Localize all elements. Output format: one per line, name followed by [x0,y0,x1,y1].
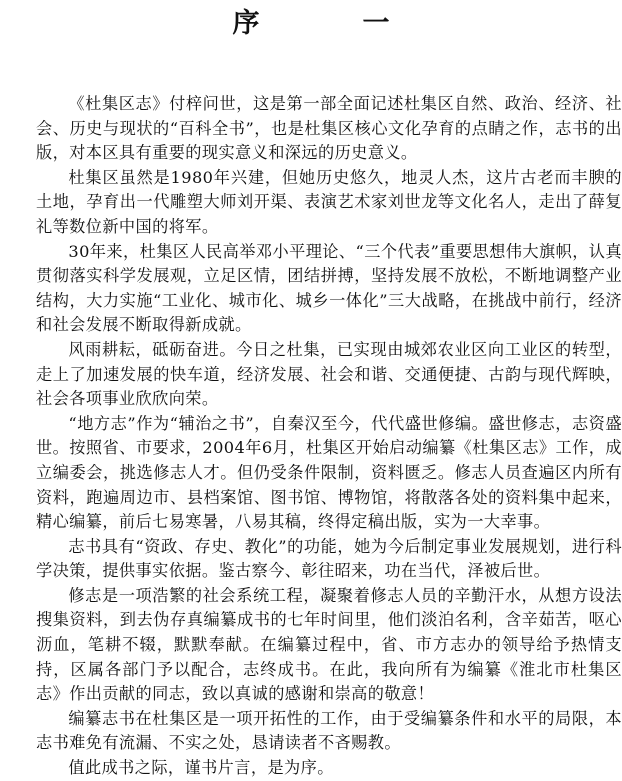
page-title: 序 一 [232,8,428,39]
paragraph-2: 杜集区虽然是1980年兴建，但她历史悠久，地灵人杰，这片古老而丰腴的土地，孕育出一代雕塑大师刘开渠、表演艺术家刘世龙等文化名人，走出了薛复礼等数位新中国的将军。 [36,167,622,236]
preface-body [36,92,622,781]
paragraph-4: 风雨耕耘，砥砺奋进。今日之杜集，已实现由城郊农业区向工业区的转型，走上了加速发展的快车道，经济发展、社会和谐、交通便捷、古韵与现代辉映，社会各项事业欣欣向荣。 [36,339,622,409]
paragraph-7: 修志是一项浩繁的社会系统工程，凝聚着修志人员的辛勤汗水，从想方设法搜集资料，到去伪存真编纂成书的七年时间里，他们淡泊名利，含辛茹苦，呕心沥血，笔耕不辍，默默奉献。在编纂过程中，省、市方志办的领导给予热情支持，区属各部门予以配合，志终成书。在此，我向所有为编纂《淮北市杜集区志》作出贡献的同志，致以真诚的感谢和崇高的敬意！ [36,585,622,704]
paragraph-6: 志书具有“资政、存史、教化”的功能，她为今后制定事业发展规划，进行科学决策，提供事实依据。鉴古察今、彰往昭来，功在当代，泽被后世。 [36,536,622,581]
paragraph-8: 编纂志书在杜集区是一项开拓性的工作，由于受编纂条件和水平的局限，本志书难免有流漏、不实之处，恳请读者不吝赐教。 [36,708,622,753]
paragraph-1: 《杜集区志》付梓问世，这是第一部全面记述杜集区自然、政治、经济、社会、历史与现状的“百科全书”，也是杜集区核心文化孕育的点睛之作，志书的出版，对本区具有重要的现实意义和深远的历史意义。 [36,94,622,163]
paragraph-3: 30年来，杜集区人民高举邓小平理论、“三个代表”重要思想伟大旗帜，认真贯彻落实科学发展观，立足区情，团结拼搏，坚持发展不放松，不断地调整产业结构，大力实施“工业化、城市化、城乡一体化”三大战略，在挑战中前行，经济和社会发展不断取得新成就。 [36,241,622,335]
paragraph-5: “地方志”作为“辅治之书”，自秦汉至今，代代盛世修编。盛世修志，志资盛世。按照省、市要求，2004年6月，杜集区开始启动编纂《杜集区志》工作，成立编委会，挑选修志人才。但仍受条件限制，资料匮乏。修志人员查遍区内所有资料，跑遍周边市、县档案馆、图书馆、博物馆，将散落各处的资料集中起来，精心编纂，前后七易寒暑，八易其稿，终得定稿出版，实为一大幸事。 [36,413,622,532]
paragraph-9: 值此成书之际，谨书片言，是为序。 [68,758,334,778]
